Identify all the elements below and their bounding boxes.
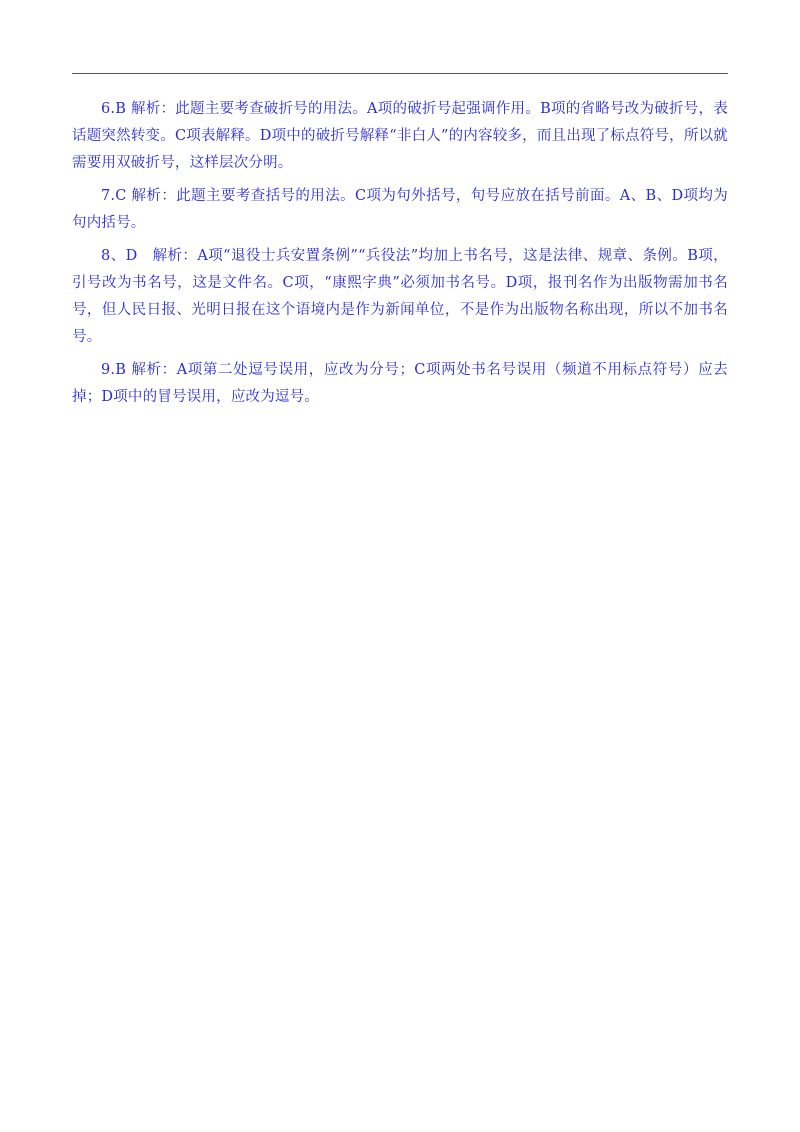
answer-6: 6.B 解析：此题主要考查破折号的用法。A项的破折号起强调作用。B项的省略号改为破折号，表话题突然转变。C项表解释。D项中的破折号解释“非白人”的内容较多，而且出现了标点符号，所以就需要用双破折号，这样层次分明。 — [72, 101, 728, 171]
answer-7: 7.C 解析：此题主要考查括号的用法。C项为句外括号，句号应放在括号前面。A、B、D项均为句内括号。 — [72, 188, 728, 231]
header-rule — [72, 73, 728, 74]
answer-8: 8、D 解析：A项“退役士兵安置条例”“兵役法”均加上书名号，这是法律、规章、条例。B项，引号改为书名号，这是文件名。C项，“康熙字典”必须加书名号。D项，报刊名作为出版物需加书名号，但人民日报、光明日报在这个语境内是作为新闻单位，不是作为出版物名称出现，所以不加书名号。 — [72, 248, 728, 345]
answer-explanations — [72, 96, 728, 417]
answer-9: 9.B 解析：A项第二处逗号误用，应改为分号；C项两处书名号误用（频道不用标点符号）应去掉；D项中的冒号误用，应改为逗号。 — [72, 362, 728, 405]
